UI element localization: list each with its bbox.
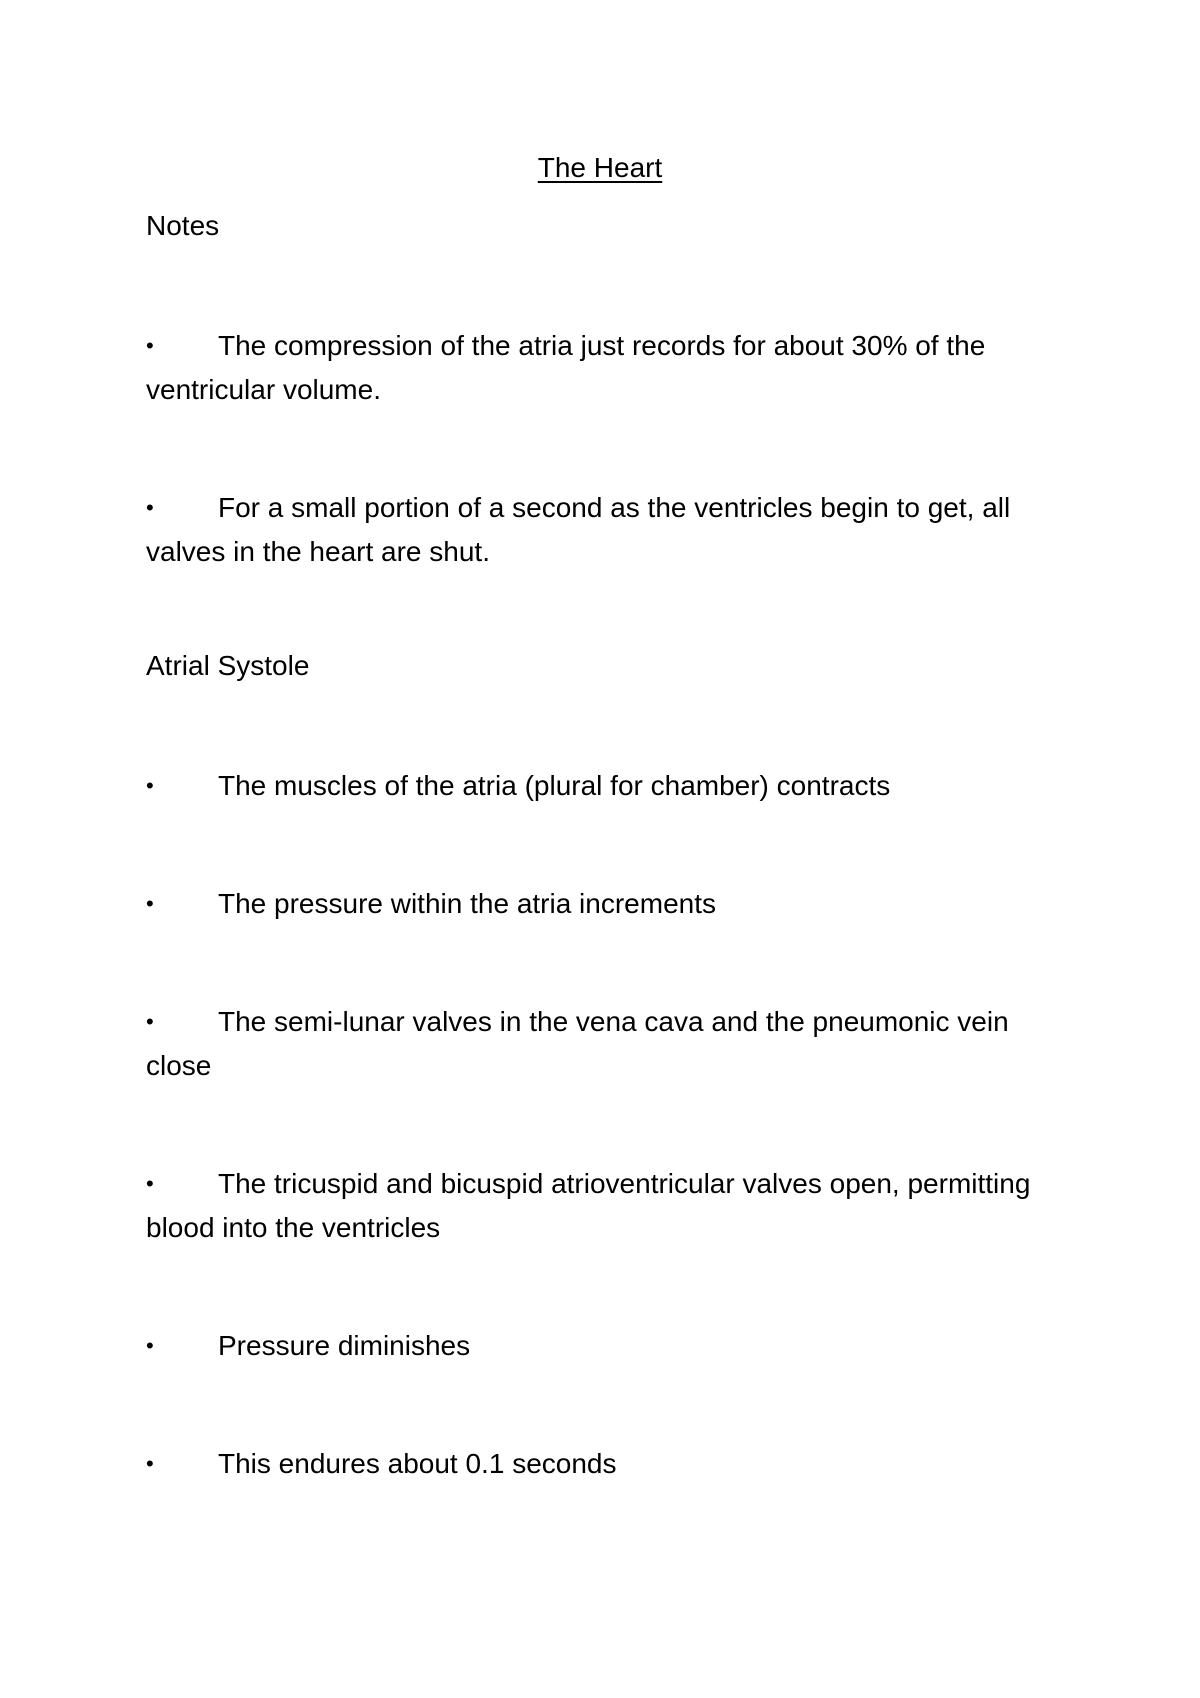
page-title bbox=[0, 150, 1200, 186]
list-item-text: This endures about 0.1 seconds bbox=[218, 1448, 617, 1479]
bullet-icon bbox=[146, 1442, 218, 1486]
list-item bbox=[146, 1324, 1076, 1368]
list-item bbox=[146, 486, 1076, 574]
list-item-text: The muscles of the atria (plural for chamber) contracts bbox=[218, 770, 891, 801]
list-item bbox=[146, 764, 1076, 808]
list-item-text: The compression of the atria just records for about 30% of the ventricular volume. bbox=[146, 330, 986, 405]
list-item-text: The pressure within the atria increments bbox=[218, 888, 716, 919]
list-item-text: The semi-lunar valves in the vena cava and the pneumonic vein close bbox=[146, 1006, 1009, 1081]
list-item-text: For a small portion of a second as the ventricles begin to get, all valves in the heart are shut. bbox=[146, 492, 1011, 567]
bullet-icon bbox=[146, 324, 218, 368]
list-item bbox=[146, 1162, 1076, 1250]
bullet-icon bbox=[146, 1324, 218, 1368]
list-item bbox=[146, 882, 1076, 926]
bullet-icon bbox=[146, 764, 218, 808]
atrial-systole-heading: Atrial Systole bbox=[146, 650, 310, 681]
list-item bbox=[146, 1000, 1076, 1088]
list-item bbox=[146, 324, 1076, 412]
page-title-text: The Heart bbox=[537, 152, 663, 183]
list-item bbox=[146, 1442, 1076, 1486]
bullet-icon bbox=[146, 882, 218, 926]
notes-heading: Notes bbox=[146, 210, 220, 241]
list-item-text: Pressure diminishes bbox=[218, 1330, 471, 1361]
list-item-text: The tricuspid and bicuspid atrioventricular valves open, permitting blood into the ventricles bbox=[146, 1168, 1031, 1243]
bullet-icon bbox=[146, 1162, 218, 1206]
bullet-icon bbox=[146, 1000, 218, 1044]
bullet-icon bbox=[146, 486, 218, 530]
